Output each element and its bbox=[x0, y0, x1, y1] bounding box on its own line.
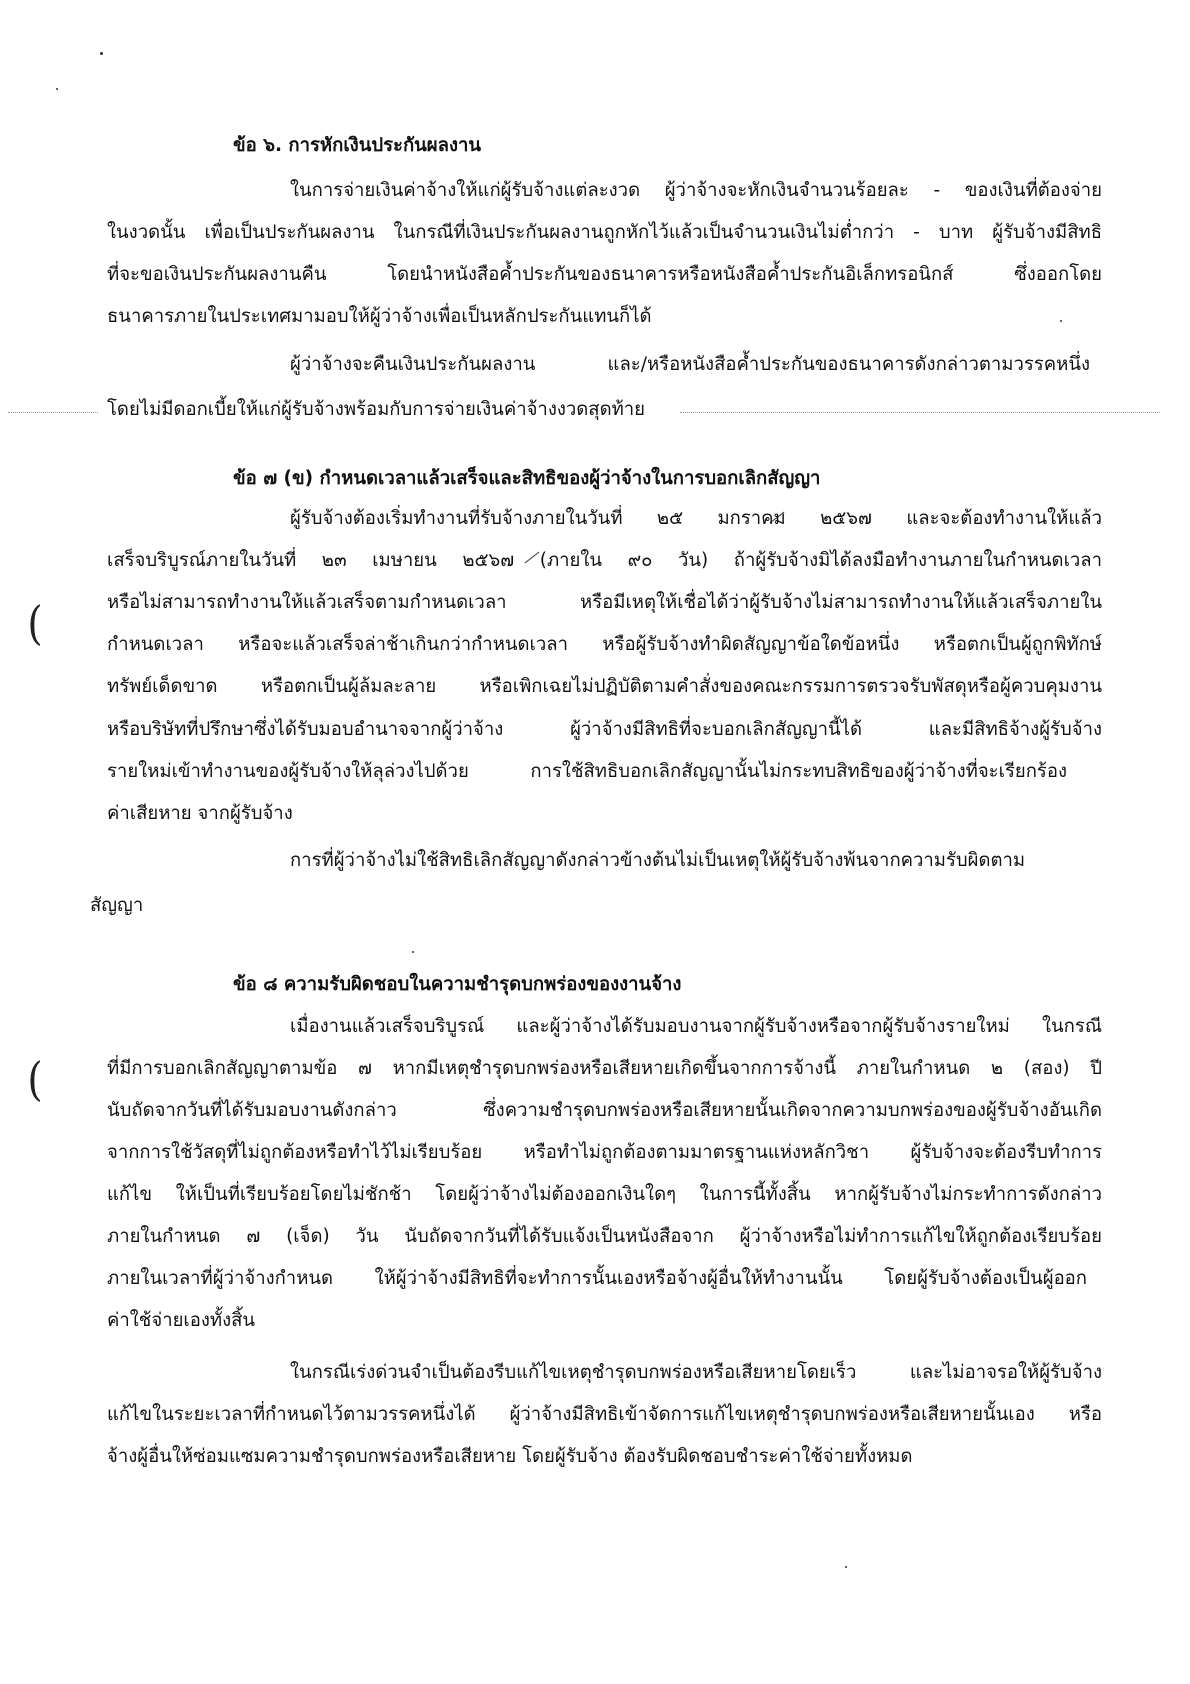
scan-speck bbox=[56, 88, 58, 90]
paragraph-line: ภายในกำหนด ๗ (เจ็ด) วัน นับถัดจากวันที่ได้รับแจ้งเป็นหนังสือจาก ผู้ว่าจ้างหรือไม่ทำการแก้ไขให้ถูกต้องเรียบร้อย bbox=[107, 1226, 1102, 1247]
paragraph-line: จากการใช้วัสดุที่ไม่ถูกต้องหรือทำไว้ไม่เรียบร้อย หรือทำไม่ถูกต้องตามมาตรฐานแห่งหลักวิชา ผู้รับจ้างจะต้องรีบทำการ bbox=[107, 1142, 1102, 1163]
paragraph-line: ในกรณีเร่งด่วนจำเป็นต้องรีบแก้ไขเหตุชำรุดบกพร่องหรือเสียหายโดยเร็ว และไม่อาจรอให้ผู้รับจ้าง bbox=[290, 1362, 1102, 1383]
scan-speck bbox=[1060, 320, 1062, 322]
scan-speck bbox=[845, 1566, 847, 1568]
section-heading: ข้อ ๘ ความรับผิดชอบในความชำรุดบกพร่องของงานจ้าง bbox=[233, 974, 682, 995]
paragraph-line: ค่าเสียหาย จากผู้รับจ้าง bbox=[107, 803, 293, 824]
section-heading: ข้อ ๗ (ข) กำหนดเวลาแล้วเสร็จและสิทธิของผู้ว่าจ้างในการบอกเลิกสัญญา bbox=[233, 468, 821, 489]
paragraph-line: จ้างผู้อื่นให้ซ่อมแซมความชำรุดบกพร่องหรือเสียหาย โดยผู้รับจ้าง ต้องรับผิดชอบชำระค่าใช้จ่ายทั้งหมด bbox=[107, 1446, 913, 1467]
paragraph-line: หรือไม่สามารถทำงานให้แล้วเสร็จตามกำหนดเวลา หรือมีเหตุให้เชื่อได้ว่าผู้รับจ้างไม่สามารถทำงานให้แล้วเสร็จภายใน bbox=[107, 592, 1102, 613]
paragraph-line: ธนาคารภายในประเทศมามอบให้ผู้ว่าจ้างเพื่อเป็นหลักประกันแทนก็ได้ bbox=[107, 306, 652, 327]
paragraph-line: แก้ไขในระยะเวลาที่กำหนดไว้ตามวรรคหนึ่งได้ ผู้ว่าจ้างมีสิทธิเข้าจัดการแก้ไขเหตุชำรุดบกพร่องหรือเสียหายนั้นเอง หรือ bbox=[107, 1404, 1102, 1425]
paragraph-line: ผู้ว่าจ้างจะคืนเงินประกันผลงาน และ/หรือหนังสือค้ำประกันของธนาคารดังกล่าวตามวรรคหนึ่ง bbox=[290, 354, 1090, 375]
paragraph-line: ในการจ่ายเงินค่าจ้างให้แก่ผู้รับจ้างแต่ละงวด ผู้ว่าจ้างจะหักเงินจำนวนร้อยละ - ของเงินที่ต้องจ่าย bbox=[290, 180, 1102, 201]
dotted-rule-left bbox=[8, 412, 98, 413]
dotted-rule-right bbox=[680, 412, 1160, 413]
paragraph-line: รายใหม่เข้าทำงานของผู้รับจ้างให้ลุล่วงไปด้วย การใช้สิทธิบอกเลิกสัญญานั้นไม่กระทบสิทธิของผู้ว่าจ้างที่จะเรียกร้อง bbox=[107, 761, 1067, 782]
margin-bracket-mark: ( bbox=[27, 596, 43, 650]
paragraph-line: กำหนดเวลา หรือจะแล้วเสร็จล่าช้าเกินกว่ากำหนดเวลา หรือผู้รับจ้างทำผิดสัญญาข้อใดข้อหนึ่ง หรือตกเป็นผู้ถูกพิทักษ์ bbox=[107, 634, 1102, 655]
paragraph-line: โดยไม่มีดอกเบี้ยให้แก่ผู้รับจ้างพร้อมกับการจ่ายเงินค่าจ้างงวดสุดท้าย bbox=[107, 399, 646, 420]
scan-speck bbox=[412, 951, 414, 953]
paragraph-line: ค่าใช้จ่ายเองทั้งสิ้น bbox=[107, 1310, 256, 1331]
scan-speck bbox=[100, 52, 103, 55]
paragraph-line: เสร็จบริบูรณ์ภายในวันที่ ๒๓ เมษายน ๒๕๖๗ (ภายใน ๙๐ วัน) ถ้าผู้รับจ้างมิได้ลงมือทำงานภายในกำหนดเวลา bbox=[107, 550, 1102, 571]
paragraph-line: ผู้รับจ้างต้องเริ่มทำงานที่รับจ้างภายในวันที่ ๒๕ มกราคม ๒๕๖๗ และจะต้องทำงานให้แล้ว bbox=[290, 508, 1102, 529]
paragraph-line: แก้ไข ให้เป็นที่เรียบร้อยโดยไม่ชักช้า โดยผู้ว่าจ้างไม่ต้องออกเงินใดๆ ในการนี้ทั้งสิ้น หากผู้รับจ้างไม่กระทำการดังกล่าว bbox=[107, 1184, 1102, 1205]
paragraph-line: ที่จะขอเงินประกันผลงานคืน โดยนำหนังสือค้ำประกันของธนาคารหรือหนังสือค้ำประกันอิเล็กทรอนิกส์ ซึ่งออกโดย bbox=[107, 264, 1102, 285]
section-heading: ข้อ ๖. การหักเงินประกันผลงาน bbox=[233, 135, 482, 156]
paragraph-line: ภายในเวลาที่ผู้ว่าจ้างกำหนด ให้ผู้ว่าจ้างมีสิทธิที่จะทำการนั้นเองหรือจ้างผู้อื่นให้ทำงานนั้น โดยผู้รับจ้างต้องเป็นผู้ออก bbox=[107, 1268, 1087, 1289]
paragraph-line: ในงวดนั้น เพื่อเป็นประกันผลงาน ในกรณีที่เงินประกันผลงานถูกหักไว้แล้วเป็นจำนวนเงินไม่ต่ำกว่า - บาท ผู้รับจ้างมีสิทธิ bbox=[107, 222, 1102, 243]
margin-bracket-mark: ( bbox=[27, 1052, 43, 1106]
paragraph-line: หรือบริษัทที่ปรึกษาซึ่งได้รับมอบอำนาจจากผู้ว่าจ้าง ผู้ว่าจ้างมีสิทธิที่จะบอกเลิกสัญญานี้ได้ และมีสิทธิจ้างผู้รับจ้าง bbox=[107, 719, 1102, 740]
paragraph-line: การที่ผู้ว่าจ้างไม่ใช้สิทธิเลิกสัญญาดังกล่าวข้างต้นไม่เป็นเหตุให้ผู้รับจ้างพ้นจากความรับผิดตาม bbox=[290, 850, 1026, 871]
paragraph-line: ทรัพย์เด็ดขาด หรือตกเป็นผู้ล้มละลาย หรือเพิกเฉยไม่ปฏิบัติตามคำสั่งของคณะกรรมการตรวจรับพัสดุหรือผู้ควบคุมงาน bbox=[107, 676, 1102, 697]
paragraph-line: นับถัดจากวันที่ได้รับมอบงานดังกล่าว ซึ่งความชำรุดบกพร่องหรือเสียหายนั้นเกิดจากความบกพร่องของผู้รับจ้างอันเกิด bbox=[107, 1100, 1102, 1121]
paragraph-line: ที่มีการบอกเลิกสัญญาตามข้อ ๗ หากมีเหตุชำรุดบกพร่องหรือเสียหายเกิดขึ้นจากการจ้างนี้ ภายในกำหนด ๒ (สอง) ปี bbox=[107, 1058, 1102, 1079]
paragraph-line: สัญญา bbox=[90, 895, 144, 916]
paragraph-line: เมื่องานแล้วเสร็จบริบูรณ์ และผู้ว่าจ้างได้รับมอบงานจากผู้รับจ้างหรือจากผู้รับจ้างรายใหม่ ในกรณี bbox=[290, 1016, 1102, 1037]
